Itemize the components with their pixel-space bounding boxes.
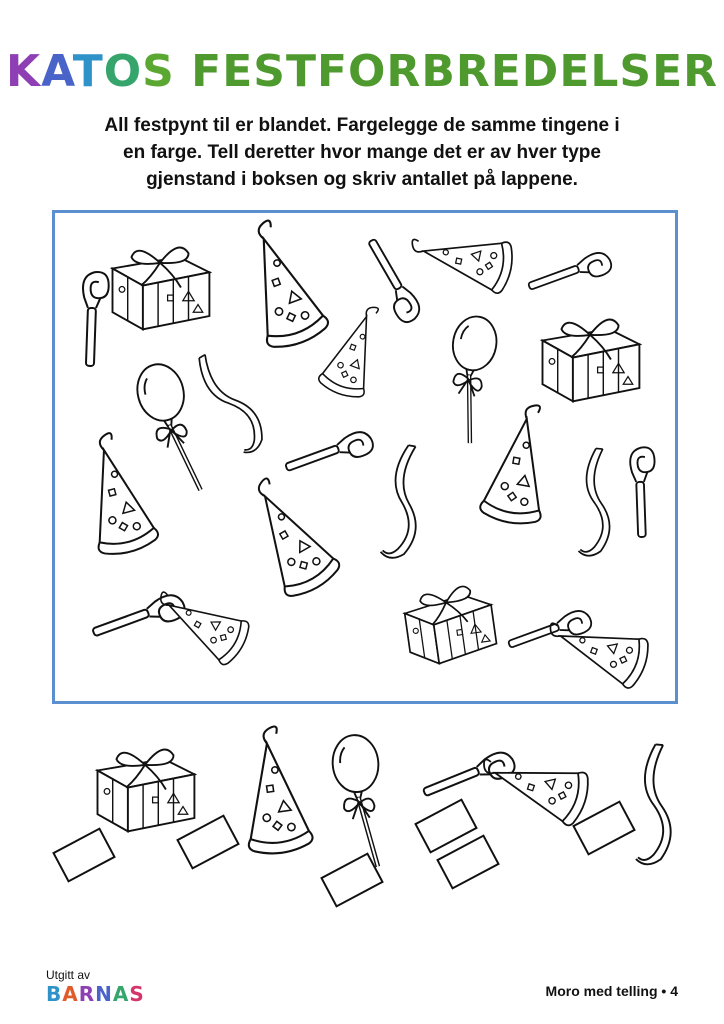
instruction-line: en farge. Tell deretter hvor mange det er av hver type (123, 142, 601, 163)
published-by-label: Utgitt av (46, 968, 91, 982)
party-blower-icon (90, 591, 187, 647)
title-word-festforbredelser: FESTFORBREDELSER (191, 46, 719, 97)
party-hat-icon (146, 578, 254, 668)
streamer-icon (380, 444, 430, 561)
answer-party-hat-icon (233, 723, 314, 857)
party-hat-icon (316, 297, 393, 401)
answer-gift-icon (98, 750, 195, 832)
page-label: Moro med telling • 4 (545, 983, 678, 999)
party-hat-icon (478, 399, 559, 528)
instruction-line: gjenstand i boksen og skriv antallet på lappene. (146, 169, 578, 190)
answer-balloon-icon (330, 733, 387, 869)
party-hat-icon (228, 213, 331, 353)
brand-letter: R (78, 982, 96, 1006)
party-hat-icon (539, 607, 653, 691)
answer-tag[interactable] (54, 829, 115, 882)
answer-tag[interactable] (322, 854, 383, 907)
party-blower-icon (526, 249, 614, 300)
streamer-icon (192, 348, 271, 456)
title-letter: K (5, 46, 42, 97)
instruction-line: All festpynt til er blandet. Fargelegge de samme tingene i (104, 115, 620, 136)
streamer-icon (578, 448, 616, 558)
brand-logo (46, 984, 145, 1004)
gift-icon (543, 320, 640, 402)
title-letter: T (72, 46, 104, 97)
publisher-block (46, 968, 145, 1004)
brand-letter: A (112, 982, 130, 1006)
party-blower-icon (80, 271, 109, 366)
party-blower-icon (283, 428, 375, 482)
balloon-icon (131, 359, 209, 499)
title-letter: O (103, 46, 143, 97)
title-letter: A (41, 46, 73, 97)
brand-letter: N (95, 982, 113, 1006)
balloon-icon (436, 313, 500, 445)
party-blower-icon (630, 447, 657, 537)
brand-letter: B (46, 982, 63, 1006)
gift-icon (402, 583, 498, 668)
brand-letter: S (129, 982, 145, 1006)
party-hat-icon (71, 428, 161, 560)
brand-letter: A (62, 982, 79, 1006)
gift-icon (113, 248, 210, 330)
title-letter: S (142, 46, 175, 97)
answer-streamer-icon (636, 744, 679, 867)
answer-tag[interactable] (178, 816, 239, 869)
party-hat-icon (405, 223, 516, 295)
party-hat-icon (231, 468, 344, 603)
